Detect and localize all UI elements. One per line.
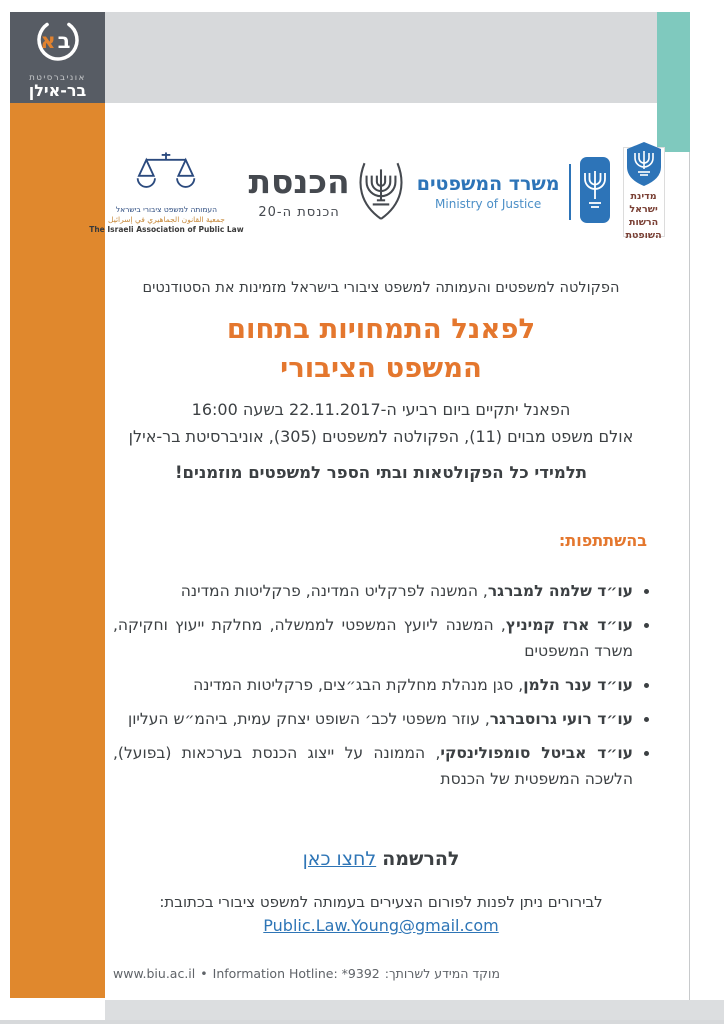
event-title-line1: לפאנל התמחויות בתחום (226, 313, 536, 345)
state-emblem-shield-icon (624, 141, 664, 191)
ministry-of-justice-logo (417, 157, 610, 227)
invitation-line: תלמידי כל הפקולטאות ובתי הספר למשפטים מוזמנים! (174, 463, 588, 482)
logos-row (89, 138, 662, 246)
bottom-edge-line (0, 1020, 724, 1024)
knesset-subtitle: הכנסת ה-20 (258, 204, 340, 220)
ministry-of-justice-en: Ministry of Justice (435, 197, 542, 211)
public-law-association-logo (89, 150, 244, 234)
scales-of-justice-icon (135, 150, 197, 202)
ministry-of-justice-he: משרד המשפטים (416, 173, 560, 195)
email-line (105, 916, 657, 935)
participant-item: • עו״ד שלמה למברגר, המשנה לפרקליט המדינה, פרקליטות המדינה (113, 578, 633, 604)
knesset-texts (248, 161, 350, 220)
association-name-en: The Israeli Association of Public Law (89, 225, 244, 234)
event-title (105, 310, 657, 388)
registration-line (105, 848, 657, 870)
logo-letter-alef: א (39, 29, 56, 53)
association-name-he: העמותה למשפט ציבורי בישראל (115, 205, 218, 214)
ministry-logo-divider (569, 164, 571, 220)
university-name-small: אוניברסיטת (29, 73, 86, 83)
top-gray-bar (105, 12, 657, 103)
judicial-authority-line2: הרשות השופטת (625, 217, 662, 241)
judicial-authority-line1: מדינת ישראל (629, 191, 658, 216)
inquiries-line: לבירורים ניתן לפנות לפורום הצעירים בעמותה למשפט ציבורי בכתובת: (159, 893, 603, 911)
knesset-menorah-emblem-icon (358, 157, 404, 227)
registration-link[interactable]: לחצו כאן (302, 848, 377, 870)
footer-hotline: Information Hotline: *9392 (212, 966, 380, 981)
association-name-ar: جمعية القانون الجماهيري في إسرائيل (108, 215, 225, 224)
footer-info-line (113, 966, 658, 981)
footer-service-he: מוקד המידע לשרותך: (384, 966, 500, 981)
footer-gray-bar (105, 1000, 724, 1021)
ministry-of-justice-badge-icon (580, 157, 610, 227)
ministry-of-justice-texts (417, 173, 560, 211)
university-name-bold: בר-אילן (28, 81, 87, 100)
logo-letter-bet: ב (57, 29, 70, 53)
participant-item: • עו״ד אביטל סומפולינסקי, הממונה על ייצוג הכנסת בערכאות (בפועל), הלשכה המשפטית של הכנסת (113, 740, 633, 792)
participant-item: • עו״ד רועי גרוסברגר, עוזר משפטי לכב׳ השופט יצחק עמית, ביהמ״ש העליון (113, 706, 633, 732)
orange-side-bar (10, 103, 105, 998)
event-datetime: הפאנל יתקיים ביום רביעי ה-22.11.2017 בשעה 16:00 (191, 400, 571, 419)
participant-item: • עו״ד ארז קמיניץ, המשנה ליועץ המשפטי לממשלה, מחלקת ייעוץ וחקיקה, משרד המשפטים (113, 612, 633, 664)
participants-list (113, 578, 655, 800)
teal-accent-block (657, 12, 690, 152)
page-edge-line (689, 152, 690, 1001)
footer-website: www.biu.ac.il (113, 966, 196, 981)
judicial-authority-logo (623, 147, 665, 241)
bar-ilan-logo-box (10, 12, 105, 103)
event-title-line2: המשפט הציבורי (280, 352, 482, 384)
participant-item: • עו״ד ענר הלמן, סגן מנהלת מחלקת הבג״צים, פרקליטות המדינה (113, 672, 633, 698)
email-link[interactable]: Public.Law.Young@gmail.com (263, 916, 499, 935)
registration-label: להרשמה (382, 848, 460, 870)
participants-heading: בהשתתפות: (558, 531, 647, 550)
intro-line: הפקולטה למשפטים והעמותה למשפט ציבורי בישראל מזמינות את הסטודנטים (142, 280, 620, 296)
event-location: אולם משפט מבוים (11), הפקולטה למשפטים (305), אוניברסיטת בר-אילן (128, 427, 634, 446)
knesset-logo (248, 157, 403, 227)
footer-separator: • (200, 966, 208, 981)
knesset-title: הכנסת (248, 161, 350, 201)
bar-ilan-logo-icon (31, 16, 85, 72)
